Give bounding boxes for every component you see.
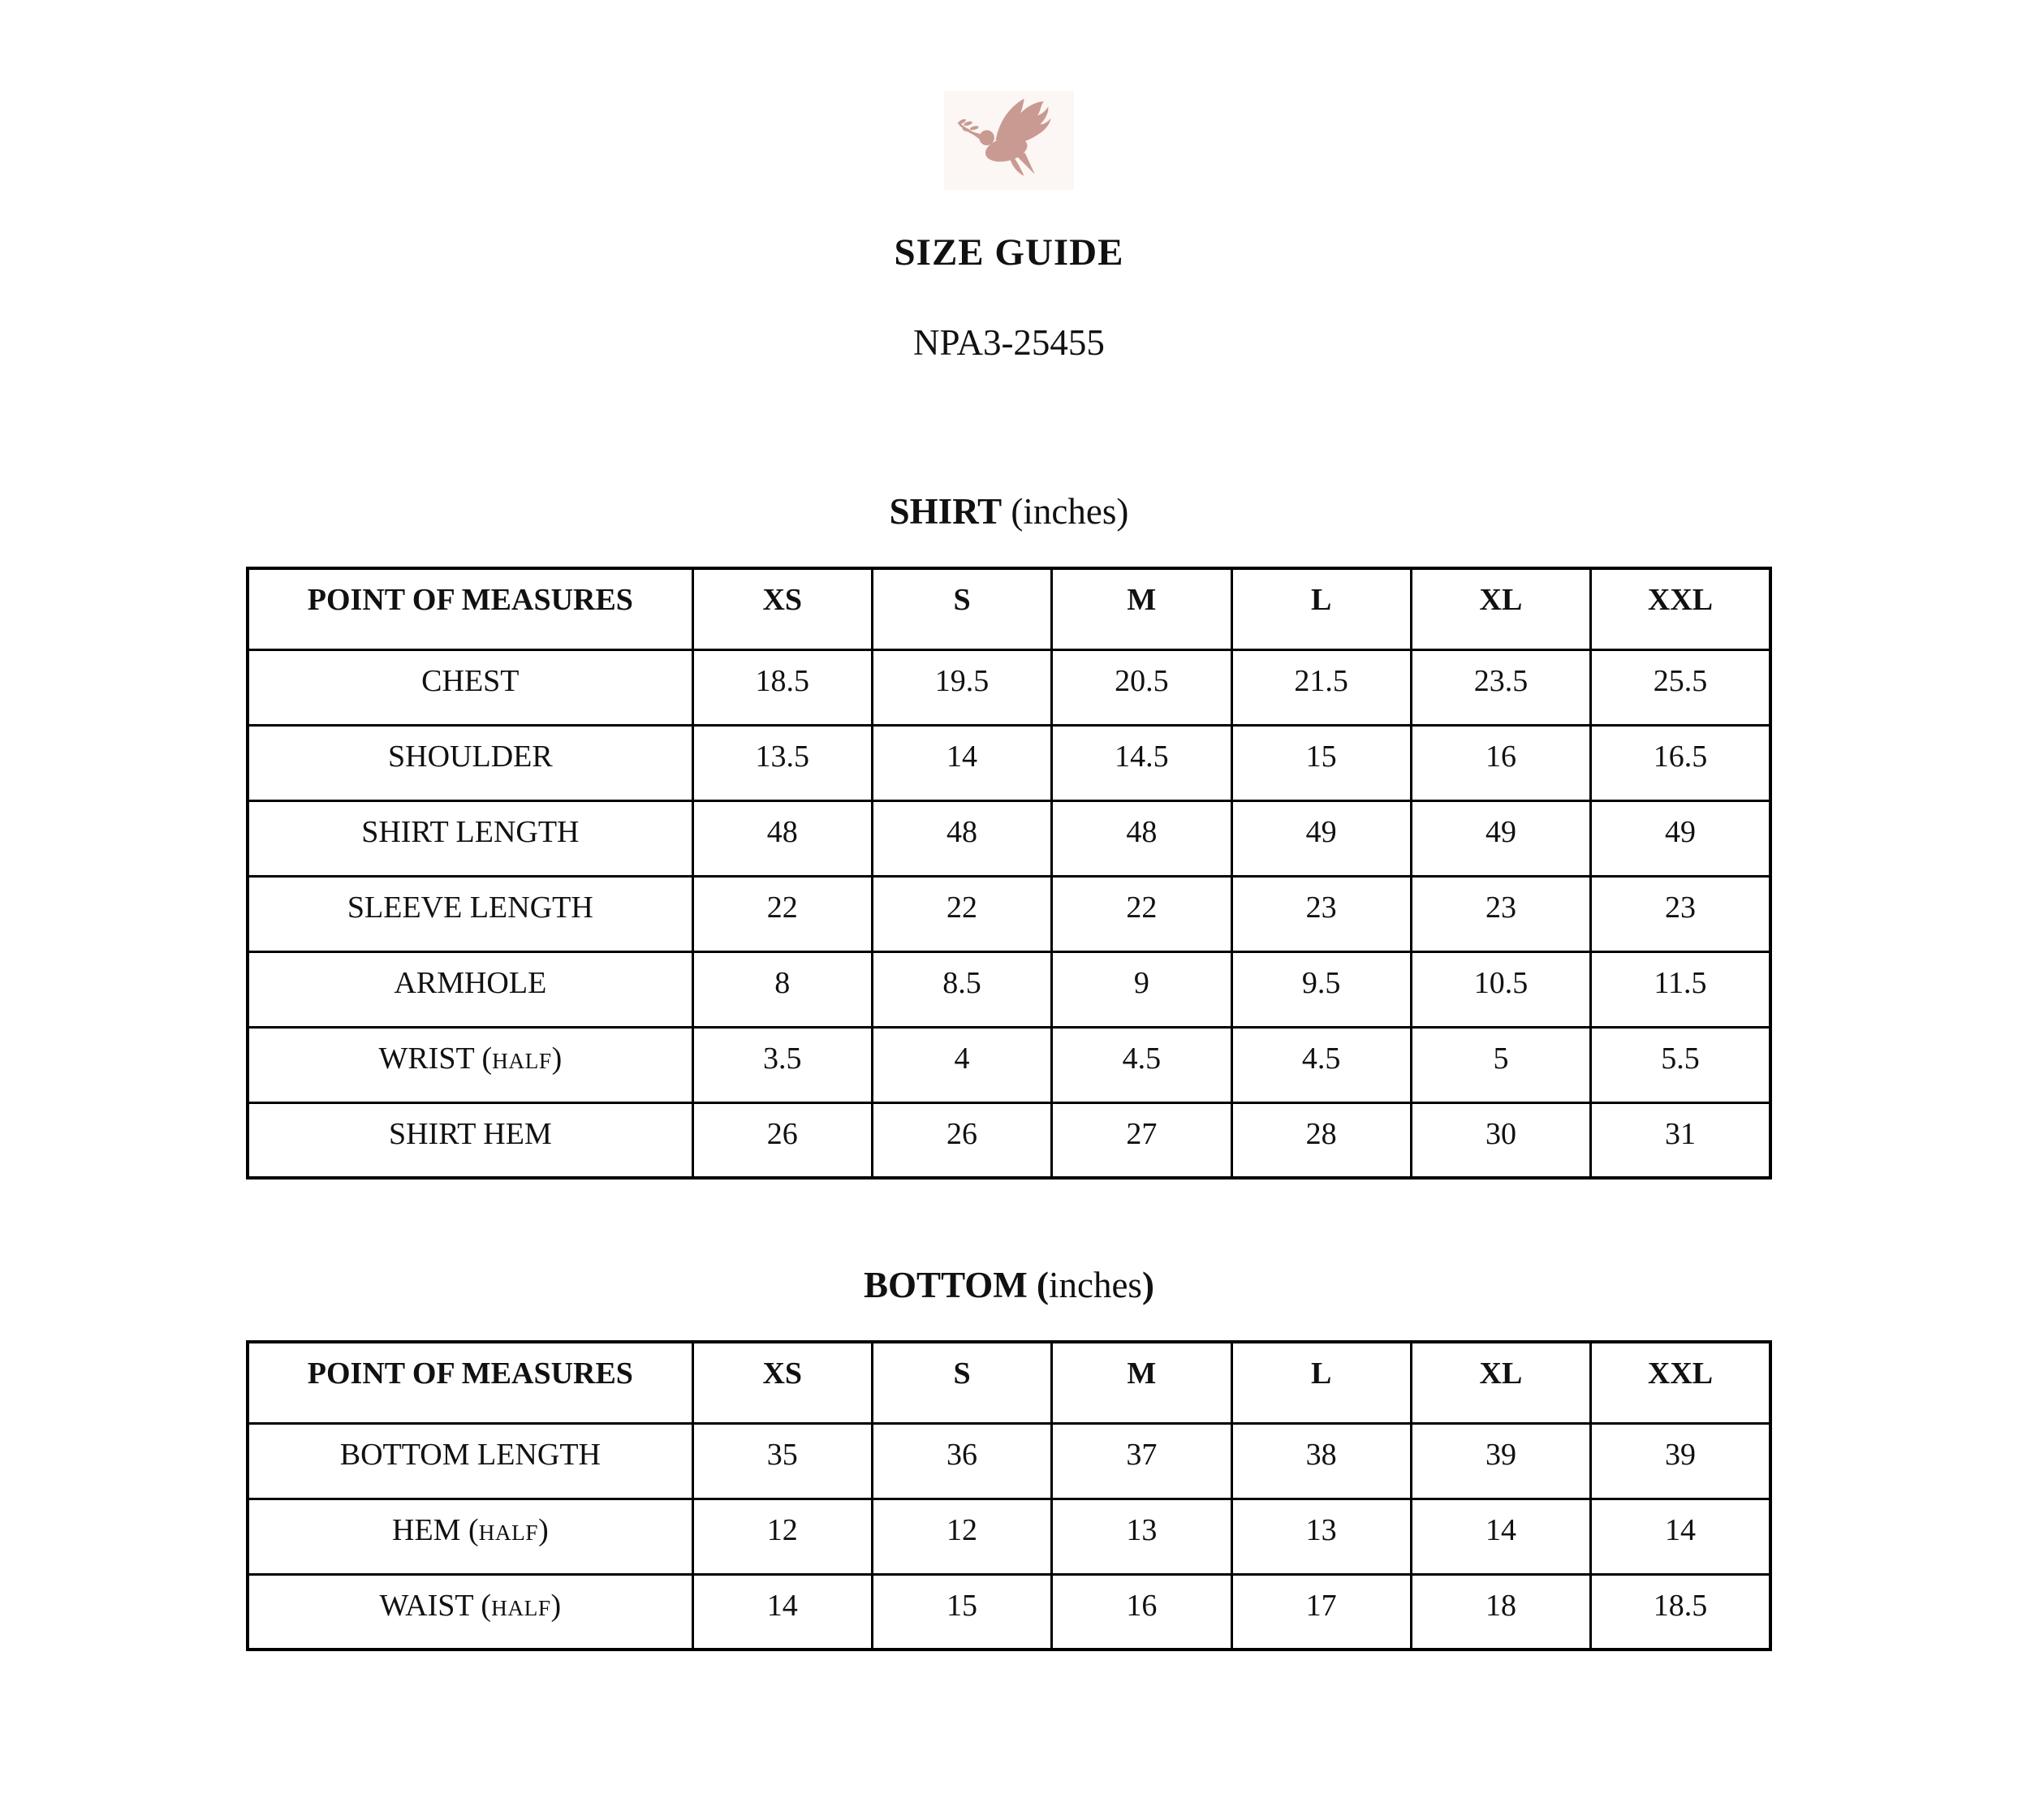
table-row [248,1423,1770,1499]
measure-cell: 31 [1591,1102,1770,1178]
measure-cell: 48 [1052,800,1231,876]
size-column-header: L [1231,1342,1411,1423]
size-column-header: M [1052,568,1231,649]
shirt-title-bold: SHIRT [889,491,1003,532]
measure-cell: 23 [1231,876,1411,951]
measure-cell: 8.5 [872,951,1051,1027]
size-column-header: XXL [1591,1342,1770,1423]
measure-cell: 13.5 [692,725,872,800]
measure-cell: 22 [692,876,872,951]
measure-cell: 25.5 [1591,649,1770,725]
measures-column-header: POINT OF MEASURES [248,1342,692,1423]
measure-cell: 21.5 [1231,649,1411,725]
bottom-title-bold-suffix: ) [1141,1265,1154,1305]
row-label: ARMHOLE [248,951,692,1027]
table-row [248,725,1770,800]
row-label: SHOULDER [248,725,692,800]
size-column-header: XL [1411,568,1590,649]
measure-cell: 37 [1052,1423,1231,1499]
measure-cell: 4.5 [1052,1027,1231,1102]
measure-cell: 16 [1411,725,1590,800]
measure-cell: 4 [872,1027,1051,1102]
table-row [248,1574,1770,1650]
measure-cell: 15 [872,1574,1051,1650]
measure-cell: 5 [1411,1027,1590,1102]
measure-cell: 14.5 [1052,725,1231,800]
measure-cell: 30 [1411,1102,1590,1178]
measure-cell: 35 [692,1423,872,1499]
page-title: SIZE GUIDE [894,231,1124,274]
row-label: SLEEVE LENGTH [248,876,692,951]
size-column-header: S [872,1342,1051,1423]
header-row [248,1342,1770,1423]
row-label: WRIST (HALF) [248,1027,692,1102]
measure-cell: 11.5 [1591,951,1770,1027]
measure-cell: 23 [1411,876,1590,951]
measure-cell: 13 [1231,1499,1411,1574]
bottom-size-table [246,1340,1772,1651]
measure-cell: 14 [872,725,1051,800]
measure-cell: 8 [692,951,872,1027]
header-row [248,568,1770,649]
measure-cell: 18 [1411,1574,1590,1650]
size-column-header: S [872,568,1051,649]
measure-cell: 18.5 [1591,1574,1770,1650]
measure-cell: 17 [1231,1574,1411,1650]
measure-cell: 9 [1052,951,1231,1027]
measure-cell: 3.5 [692,1027,872,1102]
measure-cell: 38 [1231,1423,1411,1499]
measure-cell: 27 [1052,1102,1231,1178]
measure-cell: 12 [872,1499,1051,1574]
measure-cell: 19.5 [872,649,1051,725]
measure-cell: 39 [1411,1423,1590,1499]
measure-cell: 9.5 [1231,951,1411,1027]
measure-cell: 22 [872,876,1051,951]
small-caps-text: HALF [478,1520,539,1545]
measure-cell: 23 [1591,876,1770,951]
measure-cell: 4.5 [1231,1027,1411,1102]
size-column-header: XS [692,568,872,649]
measure-cell: 14 [1591,1499,1770,1574]
row-label: WAIST (HALF) [248,1574,692,1650]
row-label: SHIRT HEM [248,1102,692,1178]
row-label: BOTTOM LENGTH [248,1423,692,1499]
brand-logo [944,91,1074,190]
size-column-header: XL [1411,1342,1590,1423]
measure-cell: 48 [872,800,1051,876]
table-row [248,1499,1770,1574]
measure-cell: 14 [1411,1499,1590,1574]
size-column-header: L [1231,568,1411,649]
measure-cell: 12 [692,1499,872,1574]
measures-column-header: POINT OF MEASURES [248,568,692,649]
measure-cell: 26 [692,1102,872,1178]
measure-cell: 26 [872,1102,1051,1178]
measure-cell: 15 [1231,725,1411,800]
small-caps-text: HALF [492,1048,552,1073]
dove-with-olive-branch-icon [948,94,1070,187]
table-row [248,1027,1770,1102]
shirt-size-table [246,567,1772,1180]
size-column-header: XXL [1591,568,1770,649]
size-column-header: XS [692,1342,872,1423]
measure-cell: 14 [692,1574,872,1650]
bottom-section-title [0,1264,2018,1306]
measure-cell: 22 [1052,876,1231,951]
size-column-header: M [1052,1342,1231,1423]
measure-cell: 10.5 [1411,951,1590,1027]
measure-cell: 20.5 [1052,649,1231,725]
table-row [248,951,1770,1027]
shirt-title-regular: (inches) [1002,491,1129,532]
table-row [248,876,1770,951]
measure-cell: 36 [872,1423,1051,1499]
row-label: CHEST [248,649,692,725]
table-row [248,800,1770,876]
row-label: SHIRT LENGTH [248,800,692,876]
table-row [248,1102,1770,1178]
style-code: NPA3-25455 [913,322,1105,363]
measure-cell: 28 [1231,1102,1411,1178]
measure-cell: 49 [1591,800,1770,876]
small-caps-text: HALF [491,1595,551,1620]
row-label: HEM (HALF) [248,1499,692,1574]
measure-cell: 49 [1411,800,1590,876]
measure-cell: 39 [1591,1423,1770,1499]
measure-cell: 23.5 [1411,649,1590,725]
measure-cell: 49 [1231,800,1411,876]
bottom-title-bold: BOTTOM ( [864,1265,1049,1305]
measure-cell: 16 [1052,1574,1231,1650]
measure-cell: 18.5 [692,649,872,725]
measure-cell: 48 [692,800,872,876]
measure-cell: 13 [1052,1499,1231,1574]
measure-cell: 5.5 [1591,1027,1770,1102]
bottom-title-regular: inches [1048,1265,1142,1305]
table-row [248,649,1770,725]
shirt-section-title [0,490,2018,533]
measure-cell: 16.5 [1591,725,1770,800]
